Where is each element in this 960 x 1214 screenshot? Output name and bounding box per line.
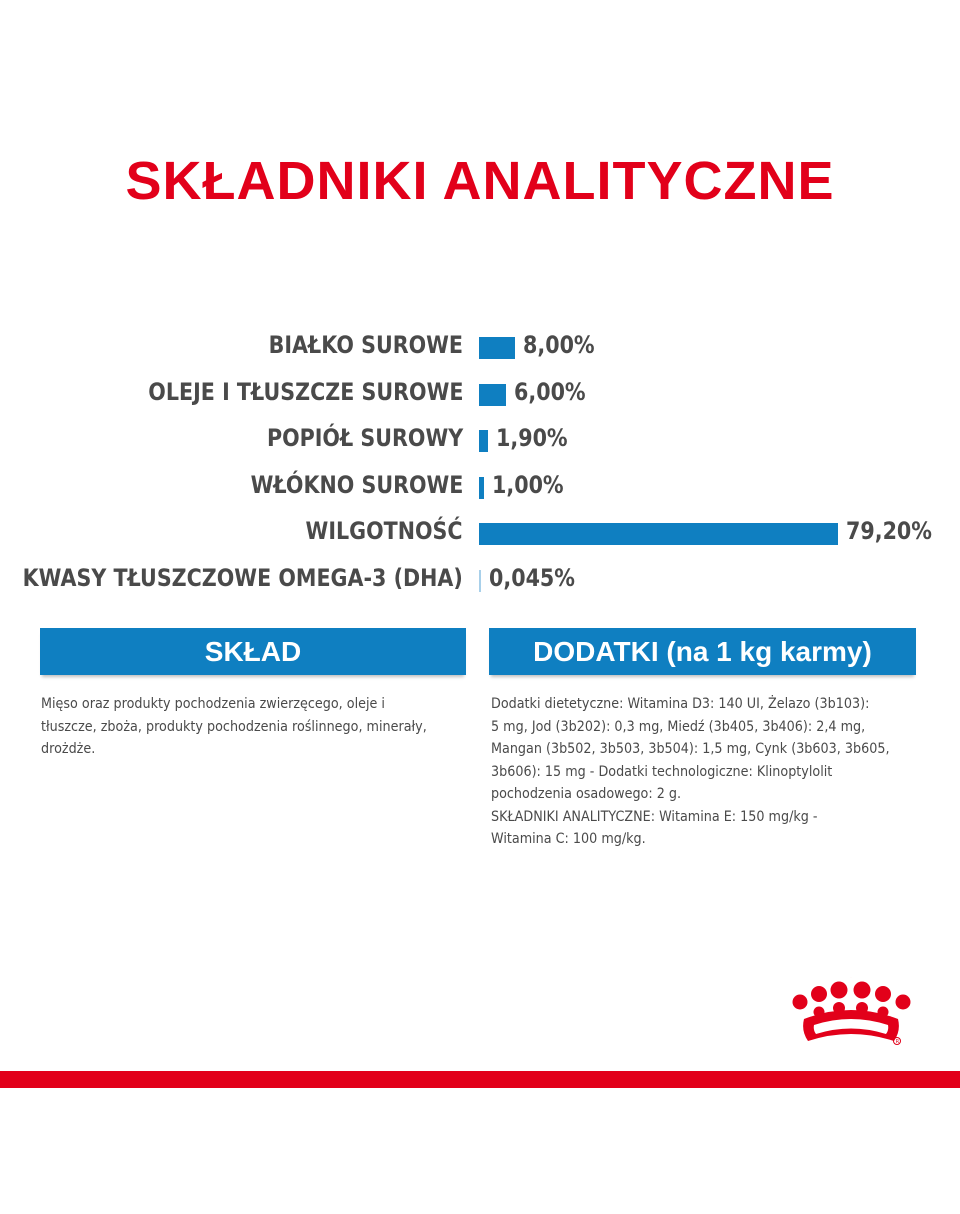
category-label: POPIÓŁ SUROWY bbox=[266, 424, 463, 452]
sklad-line: tłuszcze, zboża, produkty pochodzenia roślinnego, minerały, bbox=[41, 718, 427, 735]
dodatki-line: Dodatki dietetyczne: Witamina D3: 140 UI, Żelazo (3b103): bbox=[491, 696, 870, 712]
value-bar bbox=[479, 477, 484, 499]
crown-logo bbox=[786, 975, 916, 1050]
dodatki-heading: DODATKI (na 1 kg karmy) bbox=[489, 628, 916, 675]
dodatki-line: pochodzenia osadowego: 2 g. bbox=[491, 786, 682, 802]
dodatki-text bbox=[491, 693, 913, 851]
page-title: SKŁADNIKI ANALITYCZNE bbox=[125, 151, 835, 211]
sklad-line: drożdże. bbox=[41, 741, 96, 757]
category-label: OLEJE I TŁUSZCZE SUROWE bbox=[147, 377, 463, 406]
value-label: 79,20% bbox=[846, 517, 933, 545]
value-bar bbox=[479, 384, 506, 406]
dodatki-line: Mangan (3b502, 3b503, 3b504): 1,5 mg, Cynk (3b603, 3b605, bbox=[491, 741, 890, 757]
dodatki-line: SKŁADNIKI ANALITYCZNE: Witamina E: 150 mg/kg - bbox=[491, 808, 818, 825]
sklad-text bbox=[41, 693, 455, 761]
sklad-line: Mięso oraz produkty pochodzenia zwierzęcego, oleje i bbox=[41, 696, 385, 712]
category-label: BIAŁKO SUROWE bbox=[268, 331, 463, 359]
chart-row bbox=[0, 465, 960, 511]
sklad-heading: SKŁAD bbox=[40, 628, 466, 675]
chart-row bbox=[0, 511, 960, 557]
value-label: 0,045% bbox=[489, 563, 575, 592]
chart-row bbox=[0, 418, 960, 464]
value-bar bbox=[479, 337, 515, 359]
category-label: KWASY TŁUSZCZOWE OMEGA-3 (DHA) bbox=[22, 563, 463, 592]
dodatki-line: 5 mg, Jod (3b202): 0,3 mg, Miedź (3b405, 3b406): 2,4 mg, bbox=[491, 718, 866, 735]
category-label: WŁÓKNO SUROWE bbox=[250, 470, 463, 499]
value-label: 1,90% bbox=[495, 424, 568, 452]
category-label: WILGOTNOŚĆ bbox=[305, 517, 463, 545]
analytical-bar-chart bbox=[0, 325, 960, 615]
value-bar bbox=[479, 570, 481, 592]
value-label: 8,00% bbox=[523, 331, 595, 359]
chart-row bbox=[0, 372, 960, 418]
dodatki-line: Witamina C: 100 mg/kg. bbox=[491, 831, 646, 847]
dodatki-line: 3b606): 15 mg - Dodatki technologiczne: Klinoptylolit bbox=[491, 763, 833, 780]
brand-red-band bbox=[0, 1071, 960, 1088]
value-label: 6,00% bbox=[514, 377, 586, 406]
value-bar bbox=[479, 430, 488, 452]
value-label: 1,00% bbox=[491, 470, 564, 499]
svg-text:R: R bbox=[895, 1039, 900, 1045]
value-bar bbox=[479, 523, 838, 545]
chart-row bbox=[0, 558, 960, 604]
chart-row bbox=[0, 325, 960, 371]
